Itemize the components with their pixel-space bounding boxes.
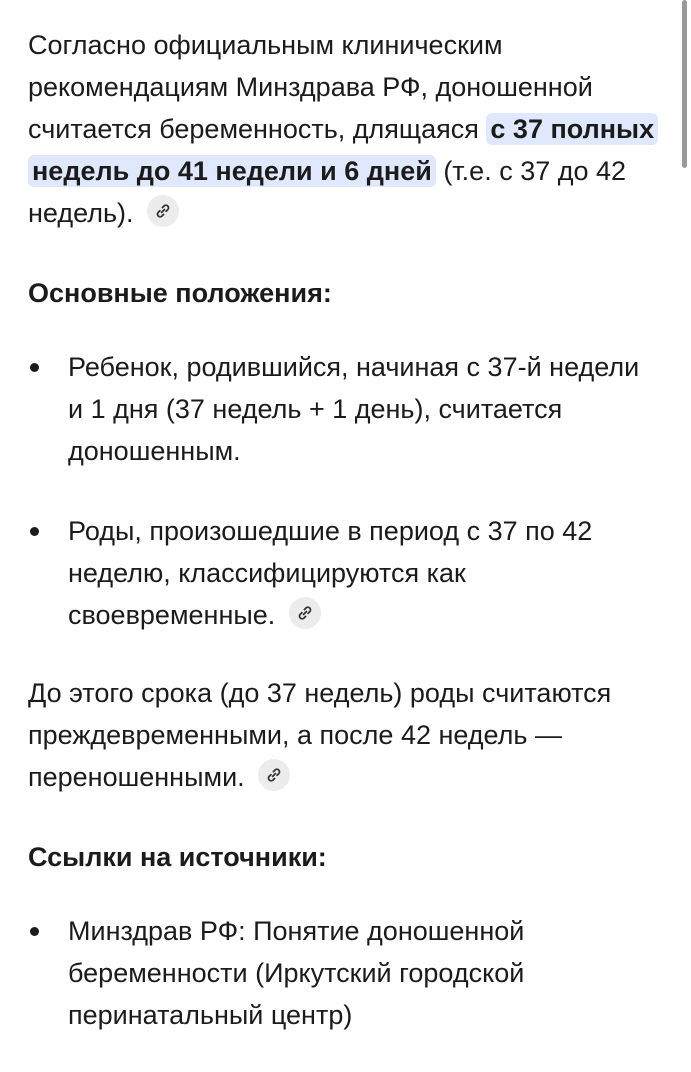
source-item[interactable] <box>28 910 658 1036</box>
main-points-list <box>28 346 658 636</box>
list-item-text: Роды, произошедшие в период с 37 по 42 неделю, классифицируются как своевременные. <box>68 516 593 630</box>
section-heading-sources: Ссылки на источники: <box>28 842 327 872</box>
conclusion-text: До этого срока (до 37 недель) роды считаются преждевременными, а после 42 недель — переношенными. <box>28 678 612 792</box>
link-icon <box>155 203 171 219</box>
bullet <box>30 927 39 936</box>
link-icon <box>297 605 313 621</box>
sources-list <box>28 910 658 1036</box>
link-icon <box>266 767 282 783</box>
bullet <box>30 363 39 372</box>
bullet <box>30 527 39 536</box>
intro-text: Согласно официальным клиническим рекомендациям Минздрава РФ, доношенной считается беременность, длящаяся <box>28 30 593 144</box>
section-heading-main: Основные положения: <box>28 278 332 308</box>
intro-text-end: (т.е. с 37 до 42 недель). <box>28 156 627 228</box>
list-item <box>28 510 658 636</box>
list-item-text: Ребенок, родившийся, начиная с 37-й недели и 1 дня (37 недель + 1 день), считается доношенным. <box>68 352 640 466</box>
citation-link-button[interactable] <box>258 759 290 791</box>
citation-link-button[interactable] <box>289 597 321 629</box>
answer-content <box>28 24 658 1072</box>
conclusion-paragraph <box>28 672 658 798</box>
scrollbar[interactable] <box>682 0 687 168</box>
source-text: Минздрав РФ: Понятие доношенной беременности (Иркутский городской перинатальный центр) <box>68 916 525 1030</box>
list-item <box>28 346 658 472</box>
citation-link-button[interactable] <box>147 195 179 227</box>
intro-paragraph <box>28 24 658 234</box>
highlighted-term: с 37 полных недель до 41 недели и 6 дней <box>28 113 658 187</box>
